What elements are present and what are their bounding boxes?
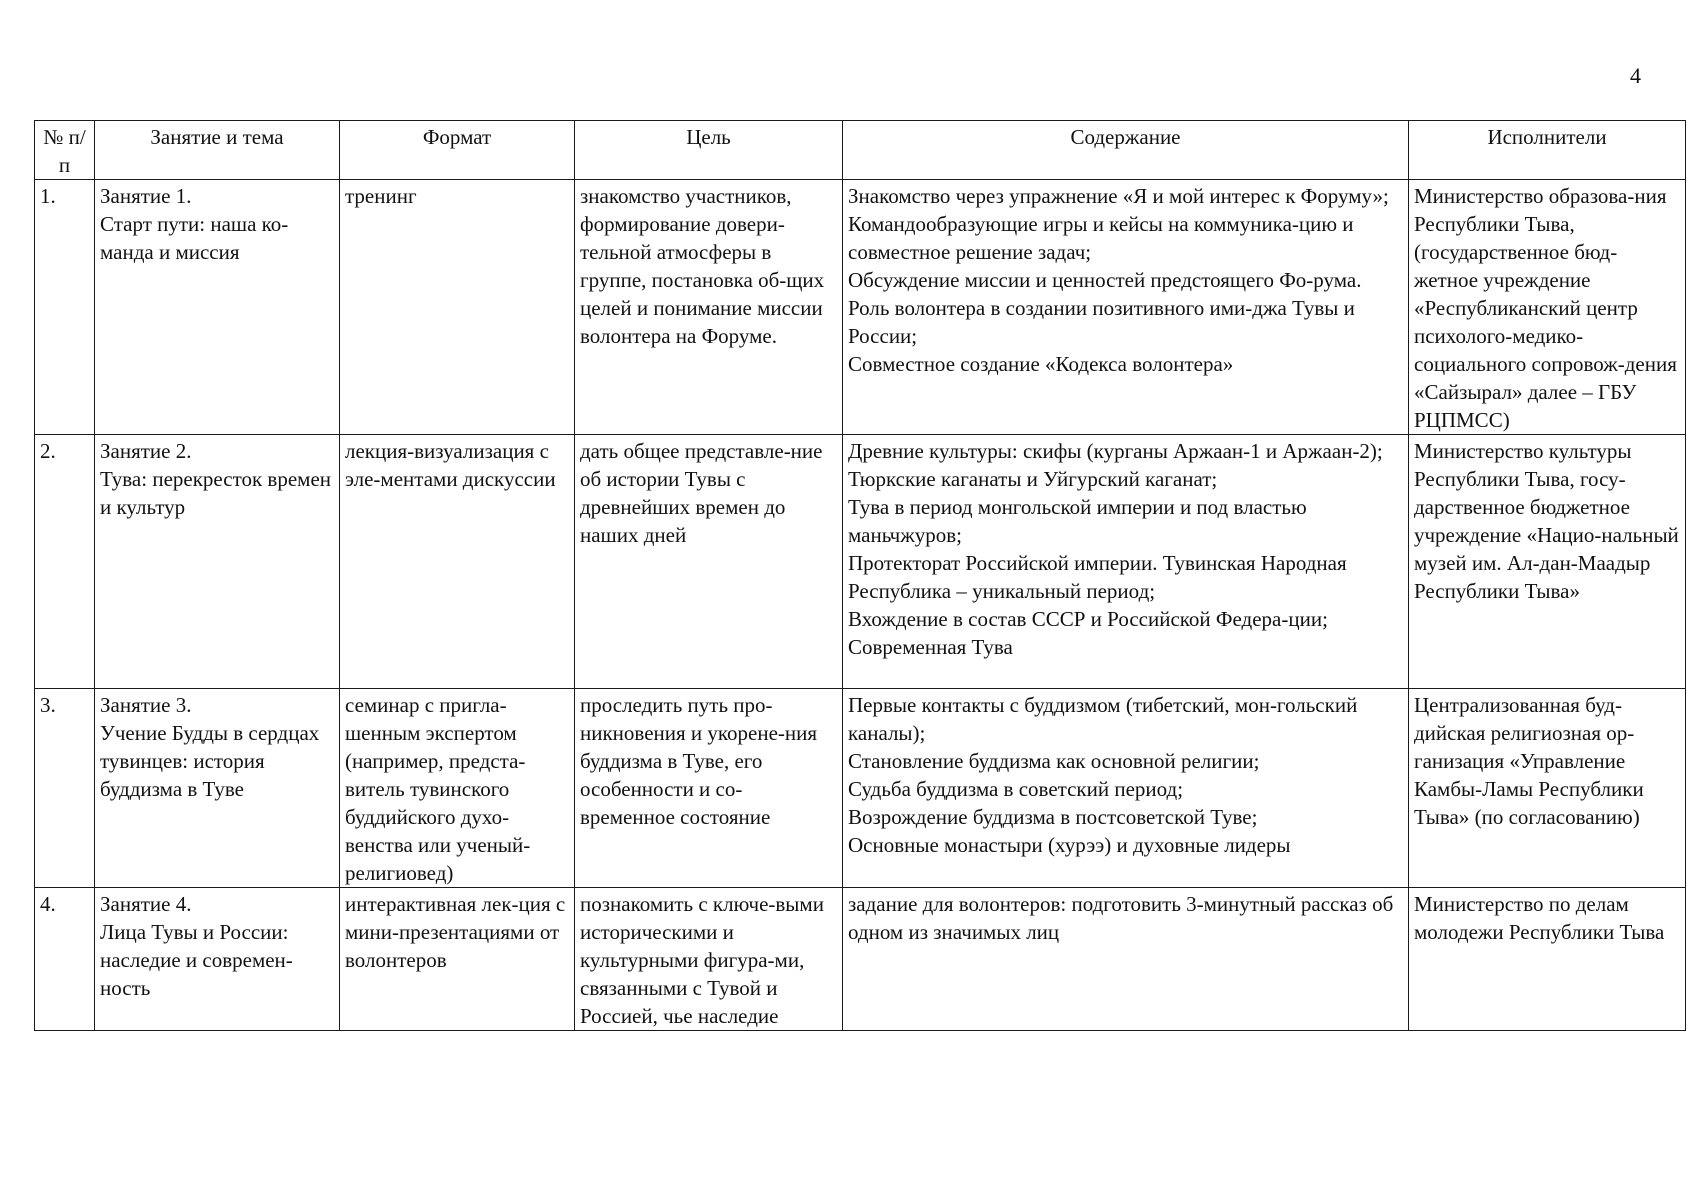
goal-cell: проследить путь про-никновения и укорене-ния буддизма в Туве, его особенности и со-временное состояние <box>575 689 843 888</box>
lesson-cell <box>95 888 340 1031</box>
lesson-title: Тува: перекресток времен и культур <box>100 467 332 519</box>
lesson-label: Занятие 4. <box>100 892 192 916</box>
format-cell: семинар с пригла-шенным экспертом (например, предста-витель тувинского буддийского духо-венства или ученый-религиовед) <box>340 689 575 888</box>
page-number: 4 <box>1630 63 1641 88</box>
lesson-title: Старт пути: наша ко-манда и миссия <box>100 212 289 264</box>
lesson-title: Учение Будды в сердцах тувинцев: история буддизма в Туве <box>100 721 320 801</box>
format-cell: интерактивная лек-ция с мини-презентациями от волонтеров <box>340 888 575 1031</box>
content-item: Древние культуры: скифы (курганы Аржаан-1 и Аржаан-2); <box>848 439 1383 463</box>
table-row <box>35 180 1686 435</box>
content-item: Основные монастыри (хурээ) и духовные лидеры <box>848 833 1291 857</box>
lesson-cell <box>95 435 340 689</box>
lesson-label: Занятие 1. <box>100 184 192 208</box>
format-cell: тренинг <box>340 180 575 435</box>
header-num: № п/п <box>35 121 95 180</box>
table-row <box>35 435 1686 689</box>
executors-cell: Министерство образова-ния Республики Тыва, (государственное бюд-жетное учреждение «Республиканский центр психолого-медико-социального сопровож-дения «Сайзырал» далее – ГБУ РЦПМСС) <box>1409 180 1686 435</box>
lesson-title: Лица Тувы и России: наследие и современ-ность <box>100 920 293 1000</box>
header-executors: Исполнители <box>1409 121 1686 180</box>
row-number: 1. <box>35 180 95 435</box>
content-item: Совместное создание «Кодекса волонтера» <box>848 352 1234 376</box>
header-goal: Цель <box>575 121 843 180</box>
table-row <box>35 689 1686 888</box>
content-item: Первые контакты с буддизмом (тибетский, мон-гольский каналы); <box>848 693 1358 745</box>
goal-cell: знакомство участников, формирование довери-тельной атмосферы в группе, постановка об-щих целей и понимание миссии волонтера на Форуме. <box>575 180 843 435</box>
content-cell <box>843 689 1409 888</box>
content-item: Судьба буддизма в советский период; <box>848 777 1184 801</box>
table-header-row <box>35 121 1686 180</box>
content-item: Возрождение буддизма в постсоветской Туве; <box>848 805 1258 829</box>
row-number: 2. <box>35 435 95 689</box>
header-format: Формат <box>340 121 575 180</box>
header-content: Содержание <box>843 121 1409 180</box>
content-item: Тува в период монгольской империи и под властью маньчжуров; <box>848 495 1307 547</box>
executors-cell: Министерство по делам молодежи Республики Тыва <box>1409 888 1686 1031</box>
lesson-label: Занятие 3. <box>100 693 192 717</box>
content-cell <box>843 435 1409 689</box>
content-item: Становление буддизма как основной религии; <box>848 749 1260 773</box>
row-number: 4. <box>35 888 95 1031</box>
lesson-cell <box>95 689 340 888</box>
format-cell: лекция-визуализация с эле-ментами дискуссии <box>340 435 575 689</box>
goal-cell: познакомить с ключе-выми историческими и культурными фигура-ми, связанными с Тувой и Россией, чье наследие <box>575 888 843 1031</box>
content-item: Командообразующие игры и кейсы на коммуника-цию и совместное решение задач; <box>848 212 1354 264</box>
content-item: Обсуждение миссии и ценностей предстоящего Фо-рума. Роль волонтера в создании позитивного ими-джа Тувы и России; <box>848 268 1362 348</box>
lesson-label: Занятие 2. <box>100 439 192 463</box>
header-topic: Занятие и тема <box>95 121 340 180</box>
executors-cell: Министерство культуры Республики Тыва, госу-дарственное бюджетное учреждение «Нацио-нальный музей им. Ал-дан-Маадыр Республики Тыва» <box>1409 435 1686 689</box>
row-number: 3. <box>35 689 95 888</box>
lesson-cell <box>95 180 340 435</box>
table-row <box>35 888 1686 1031</box>
content-item: Протекторат Российской империи. Тувинская Народная Республика – уникальный период; <box>848 551 1347 603</box>
content-item: Вхождение в состав СССР и Российской Федера-ции; Современная Тува <box>848 607 1328 659</box>
executors-cell: Централизованная буд-дийская религиозная ор-ганизация «Управление Камбы-Ламы Республики Тыва» (по согласованию) <box>1409 689 1686 888</box>
content-cell <box>843 888 1409 1031</box>
event-plan-table <box>34 120 1686 1031</box>
content-item: Знакомство через упражнение «Я и мой интерес к Форуму»; <box>848 184 1389 208</box>
content-item: Тюркские каганаты и Уйгурский каганат; <box>848 467 1218 491</box>
goal-cell: дать общее представле-ние об истории Тувы с древнейших времен до наших дней <box>575 435 843 689</box>
content-cell <box>843 180 1409 435</box>
content-item: задание для волонтеров: подготовить 3-минутный рассказ об одном из значимых лиц <box>848 892 1394 944</box>
